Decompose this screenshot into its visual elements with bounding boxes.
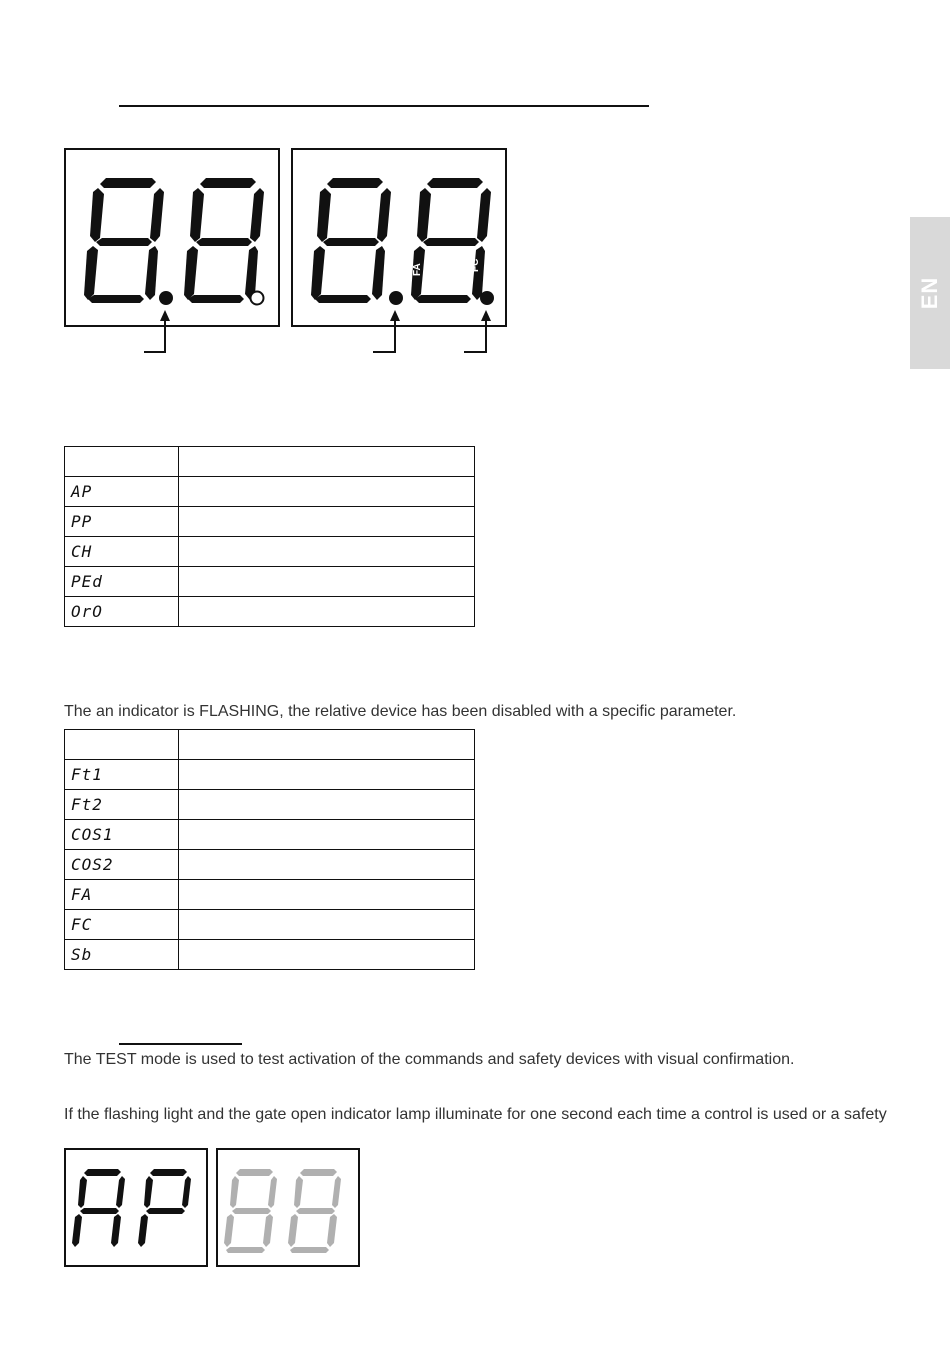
test-display-inactive	[216, 1148, 360, 1267]
decimal-point-4	[480, 291, 494, 305]
indicator-arrows	[0, 306, 520, 356]
test-mode-paragraph-2: If the flashing light and the gate open indicator lamp illuminate for one second each time a control is used or a safety	[64, 1106, 887, 1123]
display-panel-right	[291, 148, 507, 327]
code-cell: COS2	[65, 850, 179, 880]
test-section-rule	[119, 1043, 242, 1045]
digit-1	[84, 178, 164, 303]
desc-cell	[179, 940, 475, 970]
digit-4	[411, 178, 491, 303]
table-row	[65, 850, 475, 880]
code-cell: PP	[65, 507, 179, 537]
test-display-inactive-svg	[218, 1150, 362, 1269]
table-header-row	[65, 447, 475, 477]
desc-cell	[179, 850, 475, 880]
desc-cell	[179, 790, 475, 820]
code-cell: FC	[65, 910, 179, 940]
code-cell: Ft1	[65, 760, 179, 790]
display-right-svg	[293, 150, 509, 329]
code-cell: COS1	[65, 820, 179, 850]
table-row	[65, 760, 475, 790]
fc-segment-label: FC	[470, 258, 481, 272]
digit-8-grey-1	[224, 1169, 277, 1253]
test-display-active-svg	[66, 1150, 210, 1269]
section-heading-rule	[119, 105, 649, 107]
desc-cell	[179, 537, 475, 567]
desc-cell	[179, 910, 475, 940]
decimal-point-2-off	[251, 292, 264, 305]
table-row	[65, 537, 475, 567]
desc-cell	[179, 567, 475, 597]
table-row	[65, 597, 475, 627]
language-tab[interactable]	[910, 217, 950, 369]
code-cell: OrO	[65, 597, 179, 627]
code-cell: CH	[65, 537, 179, 567]
test-mode-paragraph: The TEST mode is used to test activation of the commands and safety devices with visual confirmation.	[64, 1051, 795, 1068]
fa-segment-label: FA	[412, 263, 423, 276]
display-left-svg	[66, 150, 282, 329]
code-cell: Ft2	[65, 790, 179, 820]
decimal-point-3	[389, 291, 403, 305]
digit-3	[311, 178, 391, 303]
desc-cell	[179, 507, 475, 537]
desc-cell	[179, 597, 475, 627]
desc-cell	[179, 880, 475, 910]
test-display-active	[64, 1148, 208, 1267]
decimal-point-1	[159, 291, 173, 305]
digit-A	[72, 1169, 125, 1247]
code-cell: Sb	[65, 940, 179, 970]
code-cell: FA	[65, 880, 179, 910]
language-tab-label: EN	[917, 276, 942, 310]
table-row	[65, 820, 475, 850]
code-cell: AP	[65, 477, 179, 507]
commands-table	[64, 446, 475, 627]
table-row	[65, 910, 475, 940]
table-row	[65, 880, 475, 910]
desc-cell	[179, 820, 475, 850]
flashing-note: The an indicator is FLASHING, the relative device has been disabled with a specific parameter.	[64, 703, 737, 720]
digit-8-grey-2	[288, 1169, 341, 1253]
table-row	[65, 790, 475, 820]
desc-cell	[179, 760, 475, 790]
digit-P	[138, 1169, 191, 1247]
table-row	[65, 940, 475, 970]
table-row	[65, 477, 475, 507]
digit-2	[184, 178, 264, 303]
safety-devices-table	[64, 729, 475, 970]
display-panel-left	[64, 148, 280, 327]
table-row	[65, 507, 475, 537]
table-row	[65, 567, 475, 597]
table-header-row	[65, 730, 475, 760]
code-cell: PEd	[65, 567, 179, 597]
desc-cell	[179, 477, 475, 507]
